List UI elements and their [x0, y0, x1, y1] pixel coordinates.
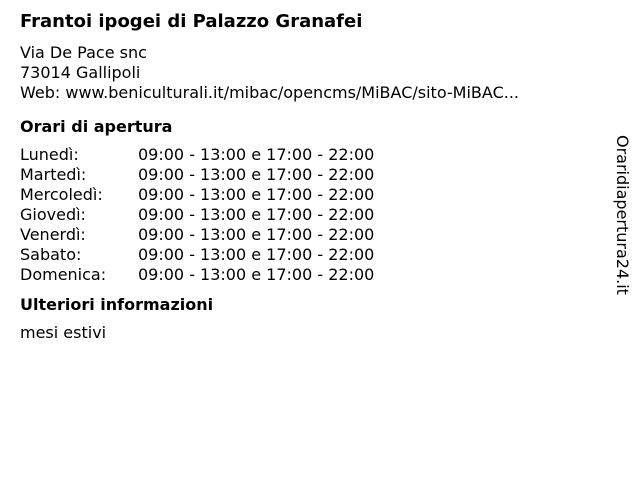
- opening-hours-heading: Orari di apertura: [20, 117, 173, 136]
- day-label: Martedì:: [20, 165, 87, 184]
- day-label: Giovedì:: [20, 205, 86, 224]
- day-label: Lunedì:: [20, 145, 79, 164]
- hours-row-saturday: [20, 245, 600, 265]
- hours-row-wednesday: [20, 185, 600, 205]
- day-label: Mercoledì:: [20, 185, 103, 204]
- site-brand-label: Oraridiapertura24.it: [613, 135, 632, 295]
- time-range: 09:00 - 13:00 e 17:00 - 22:00: [138, 205, 375, 224]
- additional-info-heading: Ulteriori informazioni: [20, 295, 214, 314]
- hours-row-friday: [20, 225, 600, 245]
- place-card: [20, 10, 600, 343]
- website-link[interactable]: Web: www.beniculturali.it/mibac/opencms/MiBAC/sito-MiBAC...: [20, 83, 519, 102]
- street-address: Via De Pace snc: [20, 43, 147, 62]
- time-range: 09:00 - 13:00 e 17:00 - 22:00: [138, 185, 375, 204]
- time-range: 09:00 - 13:00 e 17:00 - 22:00: [138, 265, 375, 284]
- additional-info-text: mesi estivi: [20, 323, 107, 342]
- hours-row-tuesday: [20, 165, 600, 185]
- day-label: Venerdì:: [20, 225, 86, 244]
- day-label: Domenica:: [20, 265, 107, 284]
- time-range: 09:00 - 13:00 e 17:00 - 22:00: [138, 165, 375, 184]
- time-range: 09:00 - 13:00 e 17:00 - 22:00: [138, 245, 375, 264]
- hours-row-monday: [20, 145, 600, 165]
- time-range: 09:00 - 13:00 e 17:00 - 22:00: [138, 145, 375, 164]
- opening-hours-list: [20, 145, 600, 285]
- day-label: Sabato:: [20, 245, 82, 264]
- city-address: 73014 Gallipoli: [20, 63, 141, 82]
- place-title: Frantoi ipogei di Palazzo Granafei: [20, 11, 363, 32]
- address-block: [20, 43, 600, 103]
- hours-row-sunday: [20, 265, 600, 285]
- hours-row-thursday: [20, 205, 600, 225]
- time-range: 09:00 - 13:00 e 17:00 - 22:00: [138, 225, 375, 244]
